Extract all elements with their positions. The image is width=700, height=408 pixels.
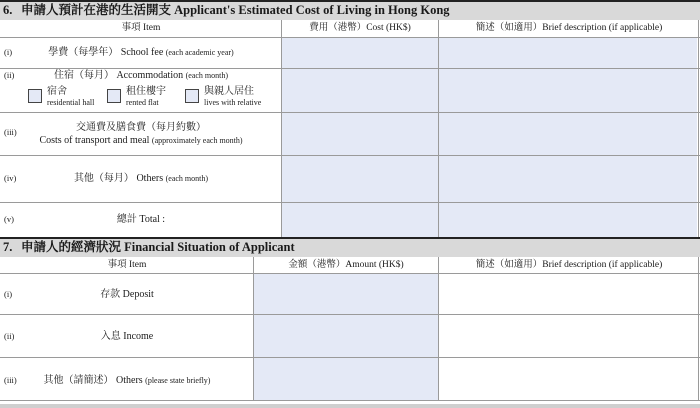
rented-flat-checkbox[interactable] — [107, 89, 121, 103]
residential-hall-label: 宿舍 residential hall — [47, 86, 95, 107]
s7-description-area[interactable] — [439, 274, 698, 400]
s6-r2-label: 住宿（每月） Accommodation (each month) — [53, 70, 229, 81]
s7-r1-label: 存款 Deposit — [100, 289, 154, 300]
s6-r5-description-field[interactable] — [439, 203, 697, 237]
s6-header-item: 事項 Item — [121, 23, 161, 33]
section-6-number: 6. — [3, 3, 13, 17]
lives-with-relative-checkbox[interactable] — [185, 89, 199, 103]
s6-r2-number: (ii) — [4, 70, 15, 80]
s6-r4-number: (iv) — [4, 173, 17, 183]
s7-r1-amount-field[interactable] — [254, 274, 438, 314]
next-section-edge — [0, 404, 700, 408]
s7-header-item: 事項 Item — [107, 260, 147, 270]
s6-header-cost: 費用（港幣）Cost (HK$) — [309, 23, 411, 33]
s7-header-description: 簡述（如適用）Brief description (if applicable) — [475, 260, 663, 270]
rented-flat-label: 租住樓宇 rented flat — [126, 86, 166, 107]
s7-header-amount: 金額（港幣）Amount (HK$) — [288, 260, 404, 270]
section-6-title-bar — [0, 0, 700, 20]
s7-r2-amount-field[interactable] — [254, 315, 438, 357]
s6-r3-number: (iii) — [4, 127, 17, 137]
s7-r3-label: 其他（請簡述） Others (please state briefly) — [43, 375, 211, 386]
s7-r3-amount-field[interactable] — [254, 358, 438, 400]
s6-r1-description-field[interactable] — [439, 38, 697, 68]
section-6-title: 申請人預計在港的生活開支 Applicant's Estimated Cost of Living in Hong Kong — [21, 3, 450, 17]
s6-r2-cost-field[interactable] — [282, 69, 438, 112]
residential-hall-checkbox[interactable] — [28, 89, 42, 103]
s6-r1-label: 學費（每學年） School fee (each academic year) — [48, 47, 234, 58]
s7-r2-label: 入息 Income — [100, 331, 154, 342]
s6-r4-label: 其他（每月） Others (each month) — [73, 173, 209, 184]
s6-r3-label: 交通費及膳食費（每月約數） Costs of transport and meal (approximately each month) — [39, 122, 243, 146]
s6-r1-number: (i) — [4, 47, 13, 57]
s6-r5-number: (v) — [4, 214, 14, 224]
s7-r3-number: (iii) — [4, 375, 17, 385]
s6-r4-cost-field[interactable] — [282, 156, 438, 202]
s6-r5-label: 總計 Total : — [116, 214, 166, 225]
s6-r1-cost-field[interactable] — [282, 38, 438, 68]
s7-r2-number: (ii) — [4, 331, 15, 341]
section-7-title-bar — [0, 237, 700, 257]
s6-r3-description-field[interactable] — [439, 113, 697, 155]
lives-with-relative-label: 與親人居住 lives with relative — [204, 86, 262, 107]
s6-r3-cost-field[interactable] — [282, 113, 438, 155]
s6-header-description: 簡述（如適用）Brief description (if applicable) — [475, 23, 663, 33]
section-7-number: 7. — [3, 240, 13, 254]
section-7-title: 申請人的經濟狀況 Financial Situation of Applicant — [21, 240, 295, 254]
s6-r5-total-field[interactable] — [282, 203, 438, 237]
s7-r1-number: (i) — [4, 289, 13, 299]
s6-r4-description-field[interactable] — [439, 156, 697, 202]
s6-r2-description-field[interactable] — [439, 69, 697, 112]
